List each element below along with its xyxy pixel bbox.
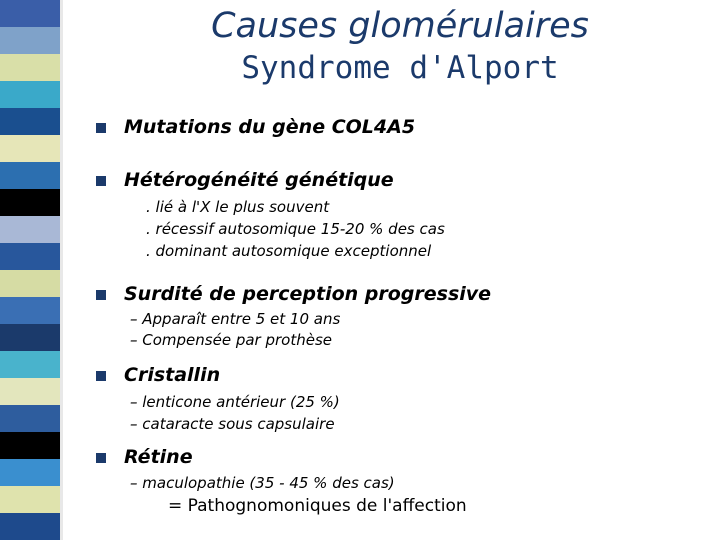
sub-item: – lenticone antérieur (25 %) xyxy=(130,393,340,411)
bullet-square-icon xyxy=(96,123,106,133)
stripe xyxy=(0,216,60,243)
stripe xyxy=(0,459,60,486)
stripe xyxy=(0,486,60,513)
conclusion-text: = Pathognomoniques de l'affection xyxy=(168,496,467,516)
sub-item: – maculopathie (35 - 45 % des cas) xyxy=(130,474,395,492)
stripe xyxy=(0,351,60,378)
bullet-surdite: Surdité de perception progressive xyxy=(124,283,492,305)
slide-subtitle: Syndrome d'Alport xyxy=(241,50,559,86)
bullet-square-icon xyxy=(96,176,106,186)
bullet-cristallin: Cristallin xyxy=(124,364,221,386)
stripe xyxy=(0,432,60,459)
stripe xyxy=(0,243,60,270)
stripe xyxy=(0,270,60,297)
stripe xyxy=(0,378,60,405)
stripe xyxy=(0,513,60,540)
sub-item: – Compensée par prothèse xyxy=(130,331,333,349)
stripe xyxy=(0,405,60,432)
stripe xyxy=(0,108,60,135)
bullet-mutations: Mutations du gène COL4A5 xyxy=(124,116,416,138)
bullet-square-icon xyxy=(96,290,106,300)
stripe xyxy=(0,162,60,189)
stripe xyxy=(0,297,60,324)
sub-item: – Apparaît entre 5 et 10 ans xyxy=(130,310,341,328)
bullet-retine: Rétine xyxy=(124,446,193,468)
stripe xyxy=(0,135,60,162)
stripe xyxy=(0,324,60,351)
sub-item: . lié à l'X le plus souvent xyxy=(146,198,330,216)
stripe xyxy=(0,189,60,216)
bullet-heterogeneite: Hétérogénéité génétique xyxy=(124,169,394,191)
slide-title: Causes glomérulaires xyxy=(211,6,589,46)
bullet-square-icon xyxy=(96,371,106,381)
sub-item: . dominant autosomique exceptionnel xyxy=(146,242,432,260)
sub-item: . récessif autosomique 15-20 % des cas xyxy=(146,220,445,238)
bullet-square-icon xyxy=(96,453,106,463)
sub-item: – cataracte sous capsulaire xyxy=(130,415,335,433)
